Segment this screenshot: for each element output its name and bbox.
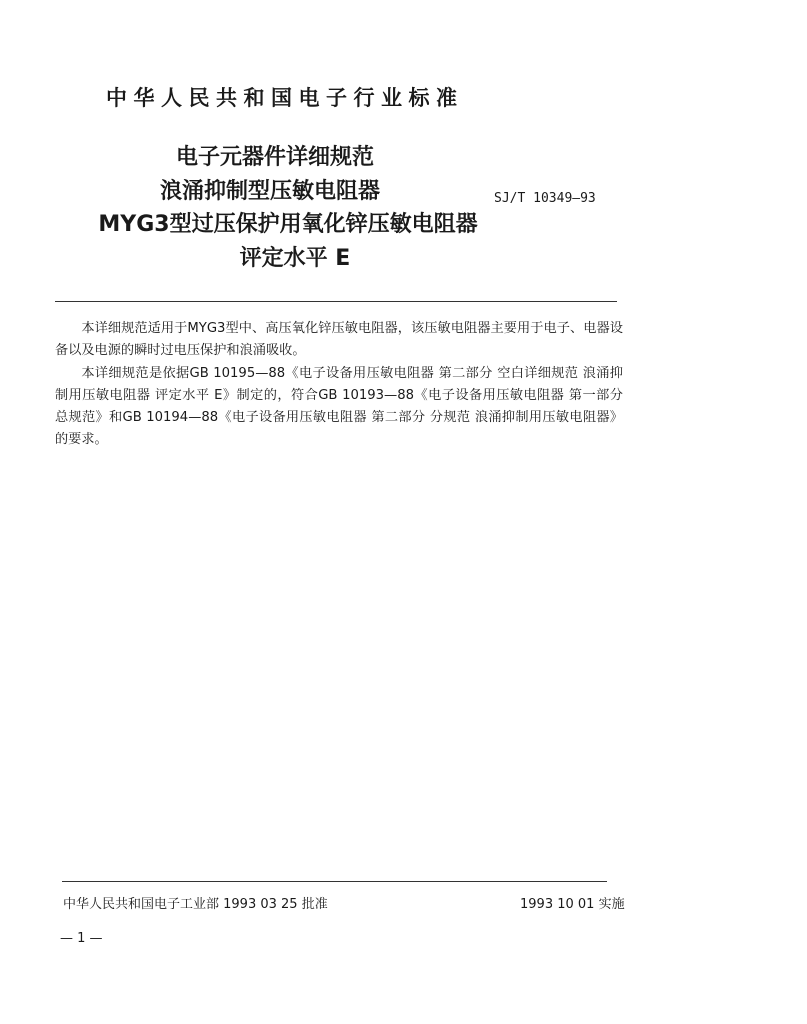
body-paragraph-1: 本详细规范适用于MYG3型中、高压氧化锌压敏电阻器，该压敏电阻器主要用于电子、电器设备以及电源的瞬时过电压保护和浪涌吸收。 [55, 321, 623, 359]
standard-number: SJ/T 10349—93 [494, 191, 596, 206]
page-number: — 1 — [60, 931, 103, 946]
title-line-1: 电子元器件详细规范 [175, 145, 374, 170]
body-text [55, 318, 623, 452]
implementation-date: 1993 10 01 实施 [520, 897, 625, 912]
approval-line: 中华人民共和国电子工业部 1993 03 25 批准 [63, 897, 328, 912]
title-line-4: 评定水平 E [239, 246, 351, 271]
top-divider [55, 301, 617, 302]
title-line-3: MYG3型过压保护用氧化锌压敏电阻器 [98, 212, 478, 237]
industry-standard-header: 中华人民共和国电子行业标准 [106, 86, 464, 110]
title-line-2: 浪涌抑制型压敏电阻器 [159, 179, 380, 204]
body-paragraph-2: 本详细规范是依据GB 10195—88《电子设备用压敏电阻器 第二部分 空白详细规范 浪涌抑制用压敏电阻器 评定水平 E》制定的，符合GB 10193—88《电子设备用压敏电阻器 第一部分 总规范》和GB 10194—88《电子设备用压敏电阻器 第二部分 分规范 浪涌抑制用压敏电阻器》的要求。 [55, 365, 623, 448]
bottom-divider [62, 881, 607, 882]
